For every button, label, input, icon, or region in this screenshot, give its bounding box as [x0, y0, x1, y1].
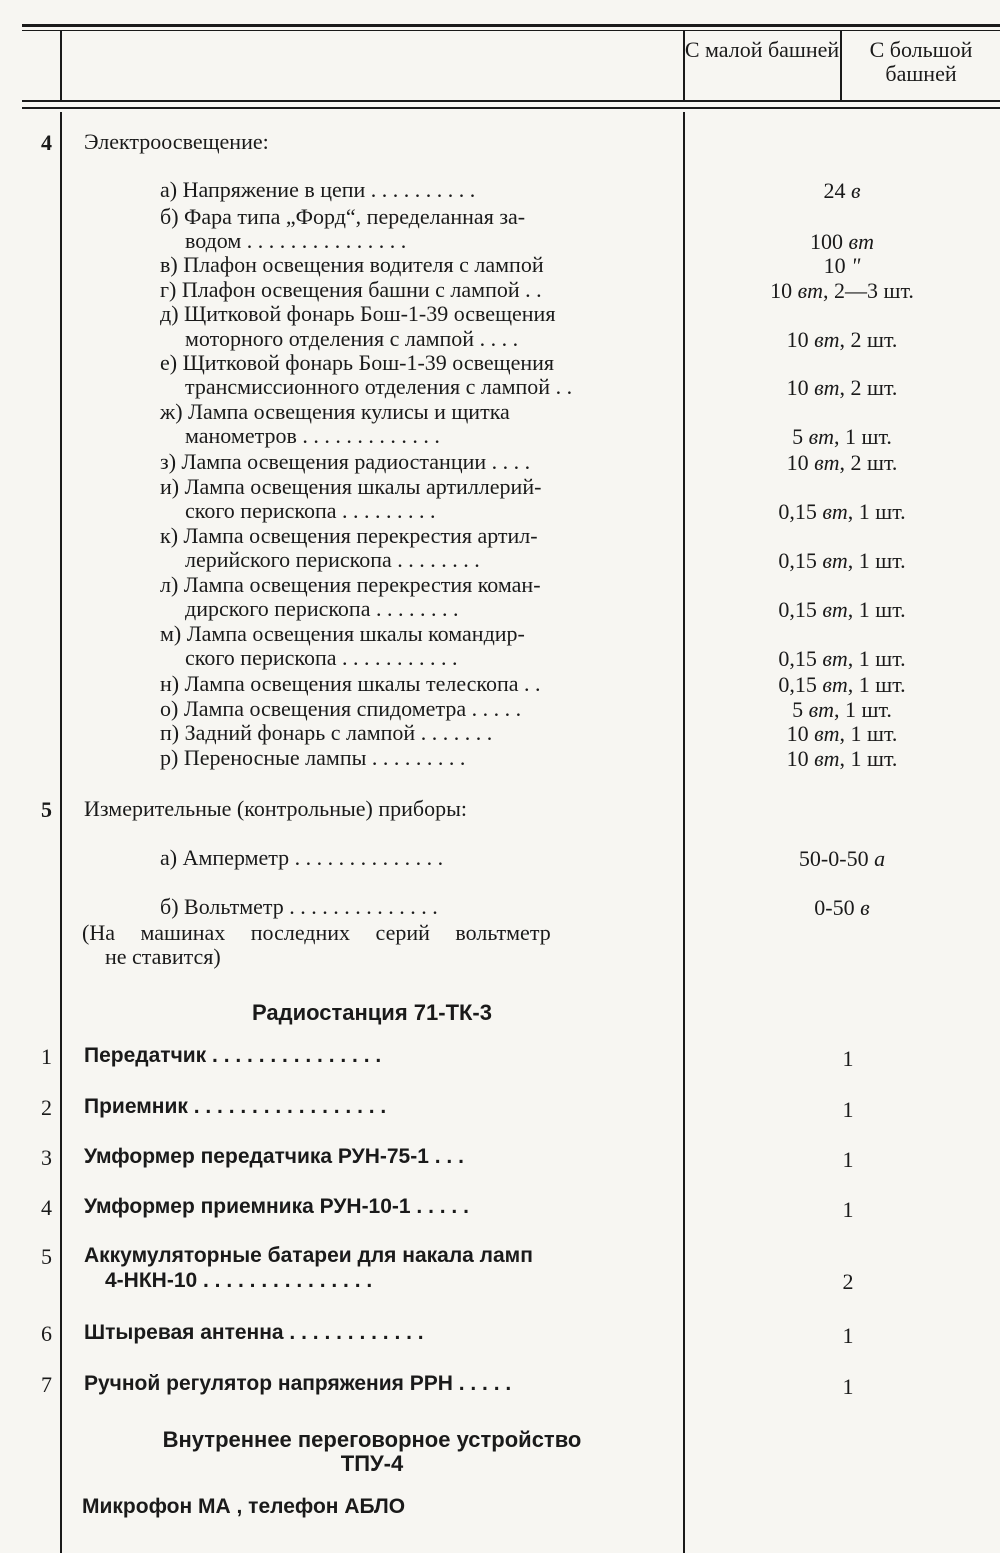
radio-item-label: Штыревая антенна . . . . . . . . . . . . — [84, 1321, 424, 1344]
item-label: м) Лампа освещения шкалы командир- — [160, 621, 525, 646]
item-label: л) Лампа освещения перекрестия коман- — [160, 572, 541, 597]
value-unit: вт — [822, 499, 848, 524]
value-unit: " — [851, 253, 861, 278]
radio-item-quantity: 1 — [842, 1197, 854, 1222]
table-top-rule — [22, 24, 1000, 27]
item-label: е) Щитковой фонарь Бош-1-39 освещения — [160, 350, 555, 375]
radio-item-label: Умформер передатчика РУН-75-1 . . . — [84, 1145, 464, 1168]
radio-item-quantity: 1 — [842, 1147, 854, 1172]
column-header-big-turret: С большой башней — [869, 37, 973, 86]
value-unit: вт — [814, 450, 840, 475]
radio-item-label-continued: 4-НКН-10 . . . . . . . . . . . . . . . — [105, 1269, 373, 1292]
row-number: 5 — [41, 797, 52, 822]
value-number: 0-50 — [814, 895, 861, 920]
value-extra: , 1 шт. — [834, 697, 892, 722]
header-bottom-rule — [22, 100, 1000, 102]
item-label-continued: дирского перископа . . . . . . . . — [185, 596, 459, 621]
value-unit: вт — [814, 375, 840, 400]
item-label: к) Лампа освещения перекрестия артил- — [160, 523, 538, 548]
item-value — [684, 450, 1000, 476]
item-label: б) Фара типа „Форд“, переделанная за- — [160, 204, 526, 229]
value-unit: вт — [814, 721, 840, 746]
value-unit: вт — [822, 548, 848, 573]
item-value — [684, 253, 1000, 279]
item-value — [684, 721, 1000, 747]
table-top-rule-thin — [22, 30, 1000, 31]
item-label-continued: манометров . . . . . . . . . . . . . — [185, 423, 440, 448]
value-number: 10 — [786, 746, 815, 771]
item-value — [684, 424, 1000, 450]
row-number: 7 — [41, 1372, 52, 1397]
radio-item-quantity: 1 — [842, 1097, 854, 1122]
item-value — [684, 697, 1000, 723]
row-number: 1 — [41, 1044, 52, 1069]
value-number: 10 — [786, 327, 815, 352]
value-number: 10 — [786, 375, 815, 400]
radio-item-label: Ручной регулятор напряжения РРН . . . . . — [84, 1372, 512, 1395]
item-label: и) Лампа освещения шкалы артиллерий- — [160, 474, 542, 499]
value-unit: вт — [808, 697, 835, 722]
value-extra: , 2 шт. — [839, 450, 898, 475]
value-extra: , 2—3 шт. — [823, 278, 914, 303]
item-label: г) Плафон освещения башни с лампой . . — [160, 277, 542, 302]
value-unit: в — [850, 178, 861, 203]
item-value — [684, 327, 1000, 353]
value-unit: вт — [822, 597, 848, 622]
item-value — [684, 278, 1000, 304]
value-number: 5 — [792, 697, 809, 722]
item-value — [684, 499, 1000, 525]
value-unit: вт — [822, 646, 848, 671]
value-number: 0,15 — [778, 548, 823, 573]
item-label: в) Плафон освещения водителя с лампой — [160, 252, 544, 277]
section-title: Электроосвещение: — [84, 129, 269, 154]
row-number: 2 — [41, 1095, 52, 1120]
radio-item-label: Аккумуляторные батареи для накала ламп — [84, 1244, 533, 1267]
value-extra: , 1 шт. — [847, 548, 906, 573]
value-number: 0,15 — [778, 499, 823, 524]
item-label-continued: ского перископа . . . . . . . . . — [185, 498, 436, 523]
value-extra: , 1 шт. — [847, 646, 906, 671]
row-number: 4 — [41, 130, 52, 155]
value-unit: вт — [808, 424, 835, 449]
ammeter-label: а) Амперметр . . . . . . . . . . . . . . — [160, 845, 444, 870]
item-label: о) Лампа освещения спидометра . . . . . — [160, 696, 522, 721]
item-value — [684, 178, 1000, 204]
item-label: з) Лампа освещения радиостанции . . . . — [160, 449, 531, 474]
value-unit: вт — [797, 278, 824, 303]
item-value — [684, 746, 1000, 772]
item-label-continued: ского перископа . . . . . . . . . . . — [185, 645, 458, 670]
column-divider — [60, 30, 62, 102]
value-number: 10 — [786, 450, 815, 475]
voltmeter-note-continued: не ставится) — [105, 944, 221, 969]
intercom-title: Внутреннее переговорное устройство — [162, 1427, 582, 1452]
value-number: 0,15 — [778, 646, 823, 671]
item-value — [684, 597, 1000, 623]
item-label: п) Задний фонарь с лампой . . . . . . . — [160, 720, 493, 745]
item-label: р) Переносные лампы . . . . . . . . . — [160, 745, 466, 770]
item-label-continued: трансмиссионного отделения с лампой . . — [185, 374, 573, 399]
voltmeter-value — [684, 895, 1000, 921]
item-label: а) Напряжение в цепи . . . . . . . . . . — [160, 177, 476, 202]
intercom-title-continued: ТПУ-4 — [340, 1451, 404, 1476]
item-value — [684, 548, 1000, 574]
radio-item-label: Передатчик . . . . . . . . . . . . . . . — [84, 1044, 382, 1067]
value-unit: а — [874, 846, 886, 871]
radio-item-quantity: 2 — [842, 1269, 854, 1294]
item-label-continued: моторного отделения с лампой . . . . — [185, 326, 519, 351]
voltmeter-note: (На машинах последних серий вольтметр — [82, 920, 551, 945]
item-value — [684, 672, 1000, 698]
value-number: 10 — [786, 721, 815, 746]
value-number: 10 — [770, 278, 798, 303]
item-label: д) Щитковой фонарь Бош-1-39 освещения — [160, 301, 556, 326]
radio-item-quantity: 1 — [842, 1323, 854, 1348]
row-number: 3 — [41, 1145, 52, 1170]
item-label-continued: водом . . . . . . . . . . . . . . . — [185, 228, 407, 253]
value-number: 50-0-50 — [798, 846, 875, 871]
item-value — [684, 229, 1000, 255]
item-value — [684, 375, 1000, 401]
value-extra: , 1 шт. — [834, 424, 892, 449]
radio-item-quantity: 1 — [842, 1046, 854, 1071]
voltmeter-label: б) Вольтметр . . . . . . . . . . . . . . — [160, 894, 438, 919]
radio-item-quantity: 1 — [842, 1374, 854, 1399]
value-extra: , 1 шт. — [847, 672, 906, 697]
value-number: 100 — [810, 229, 849, 254]
column-divider — [60, 112, 62, 1553]
value-number: 24 — [823, 178, 851, 203]
value-extra: , 1 шт. — [847, 499, 906, 524]
item-label: ж) Лампа освещения кулисы и щитка — [160, 399, 510, 424]
value-unit: вт — [848, 229, 874, 254]
value-unit: вт — [822, 672, 848, 697]
value-unit: вт — [814, 327, 840, 352]
item-value — [684, 646, 1000, 672]
ammeter-value — [684, 846, 1000, 872]
section-title: Измерительные (контрольные) приборы: — [84, 796, 467, 821]
value-extra: , 2 шт. — [839, 375, 898, 400]
value-unit: вт — [814, 746, 840, 771]
item-label-continued: лерийского перископа . . . . . . . . — [185, 547, 480, 572]
radio-item-label: Приемник . . . . . . . . . . . . . . . . . — [84, 1095, 387, 1118]
intercom-text: Микрофон МА , телефон АБЛО — [82, 1495, 406, 1518]
value-extra: , 1 шт. — [839, 746, 898, 771]
value-unit: в — [860, 895, 870, 920]
value-number: 10 — [823, 253, 852, 278]
row-number: 6 — [41, 1321, 52, 1346]
value-number: 0,15 — [778, 597, 823, 622]
value-number: 0,15 — [778, 672, 823, 697]
header-bottom-rule-2 — [22, 107, 1000, 109]
row-number: 4 — [41, 1195, 52, 1220]
item-label: н) Лампа освещения шкалы телескопа . . — [160, 671, 541, 696]
radio-section-title: Радиостанция 71-ТК-3 — [251, 1000, 492, 1025]
value-extra: , 1 шт. — [839, 721, 898, 746]
radio-item-label: Умформер приемника РУН-10-1 . . . . . — [84, 1195, 469, 1218]
column-header-small-turret: С малой башней — [684, 37, 840, 62]
value-number: 5 — [792, 424, 809, 449]
row-number: 5 — [41, 1244, 52, 1269]
value-extra: , 1 шт. — [847, 597, 906, 622]
value-extra: , 2 шт. — [839, 327, 898, 352]
